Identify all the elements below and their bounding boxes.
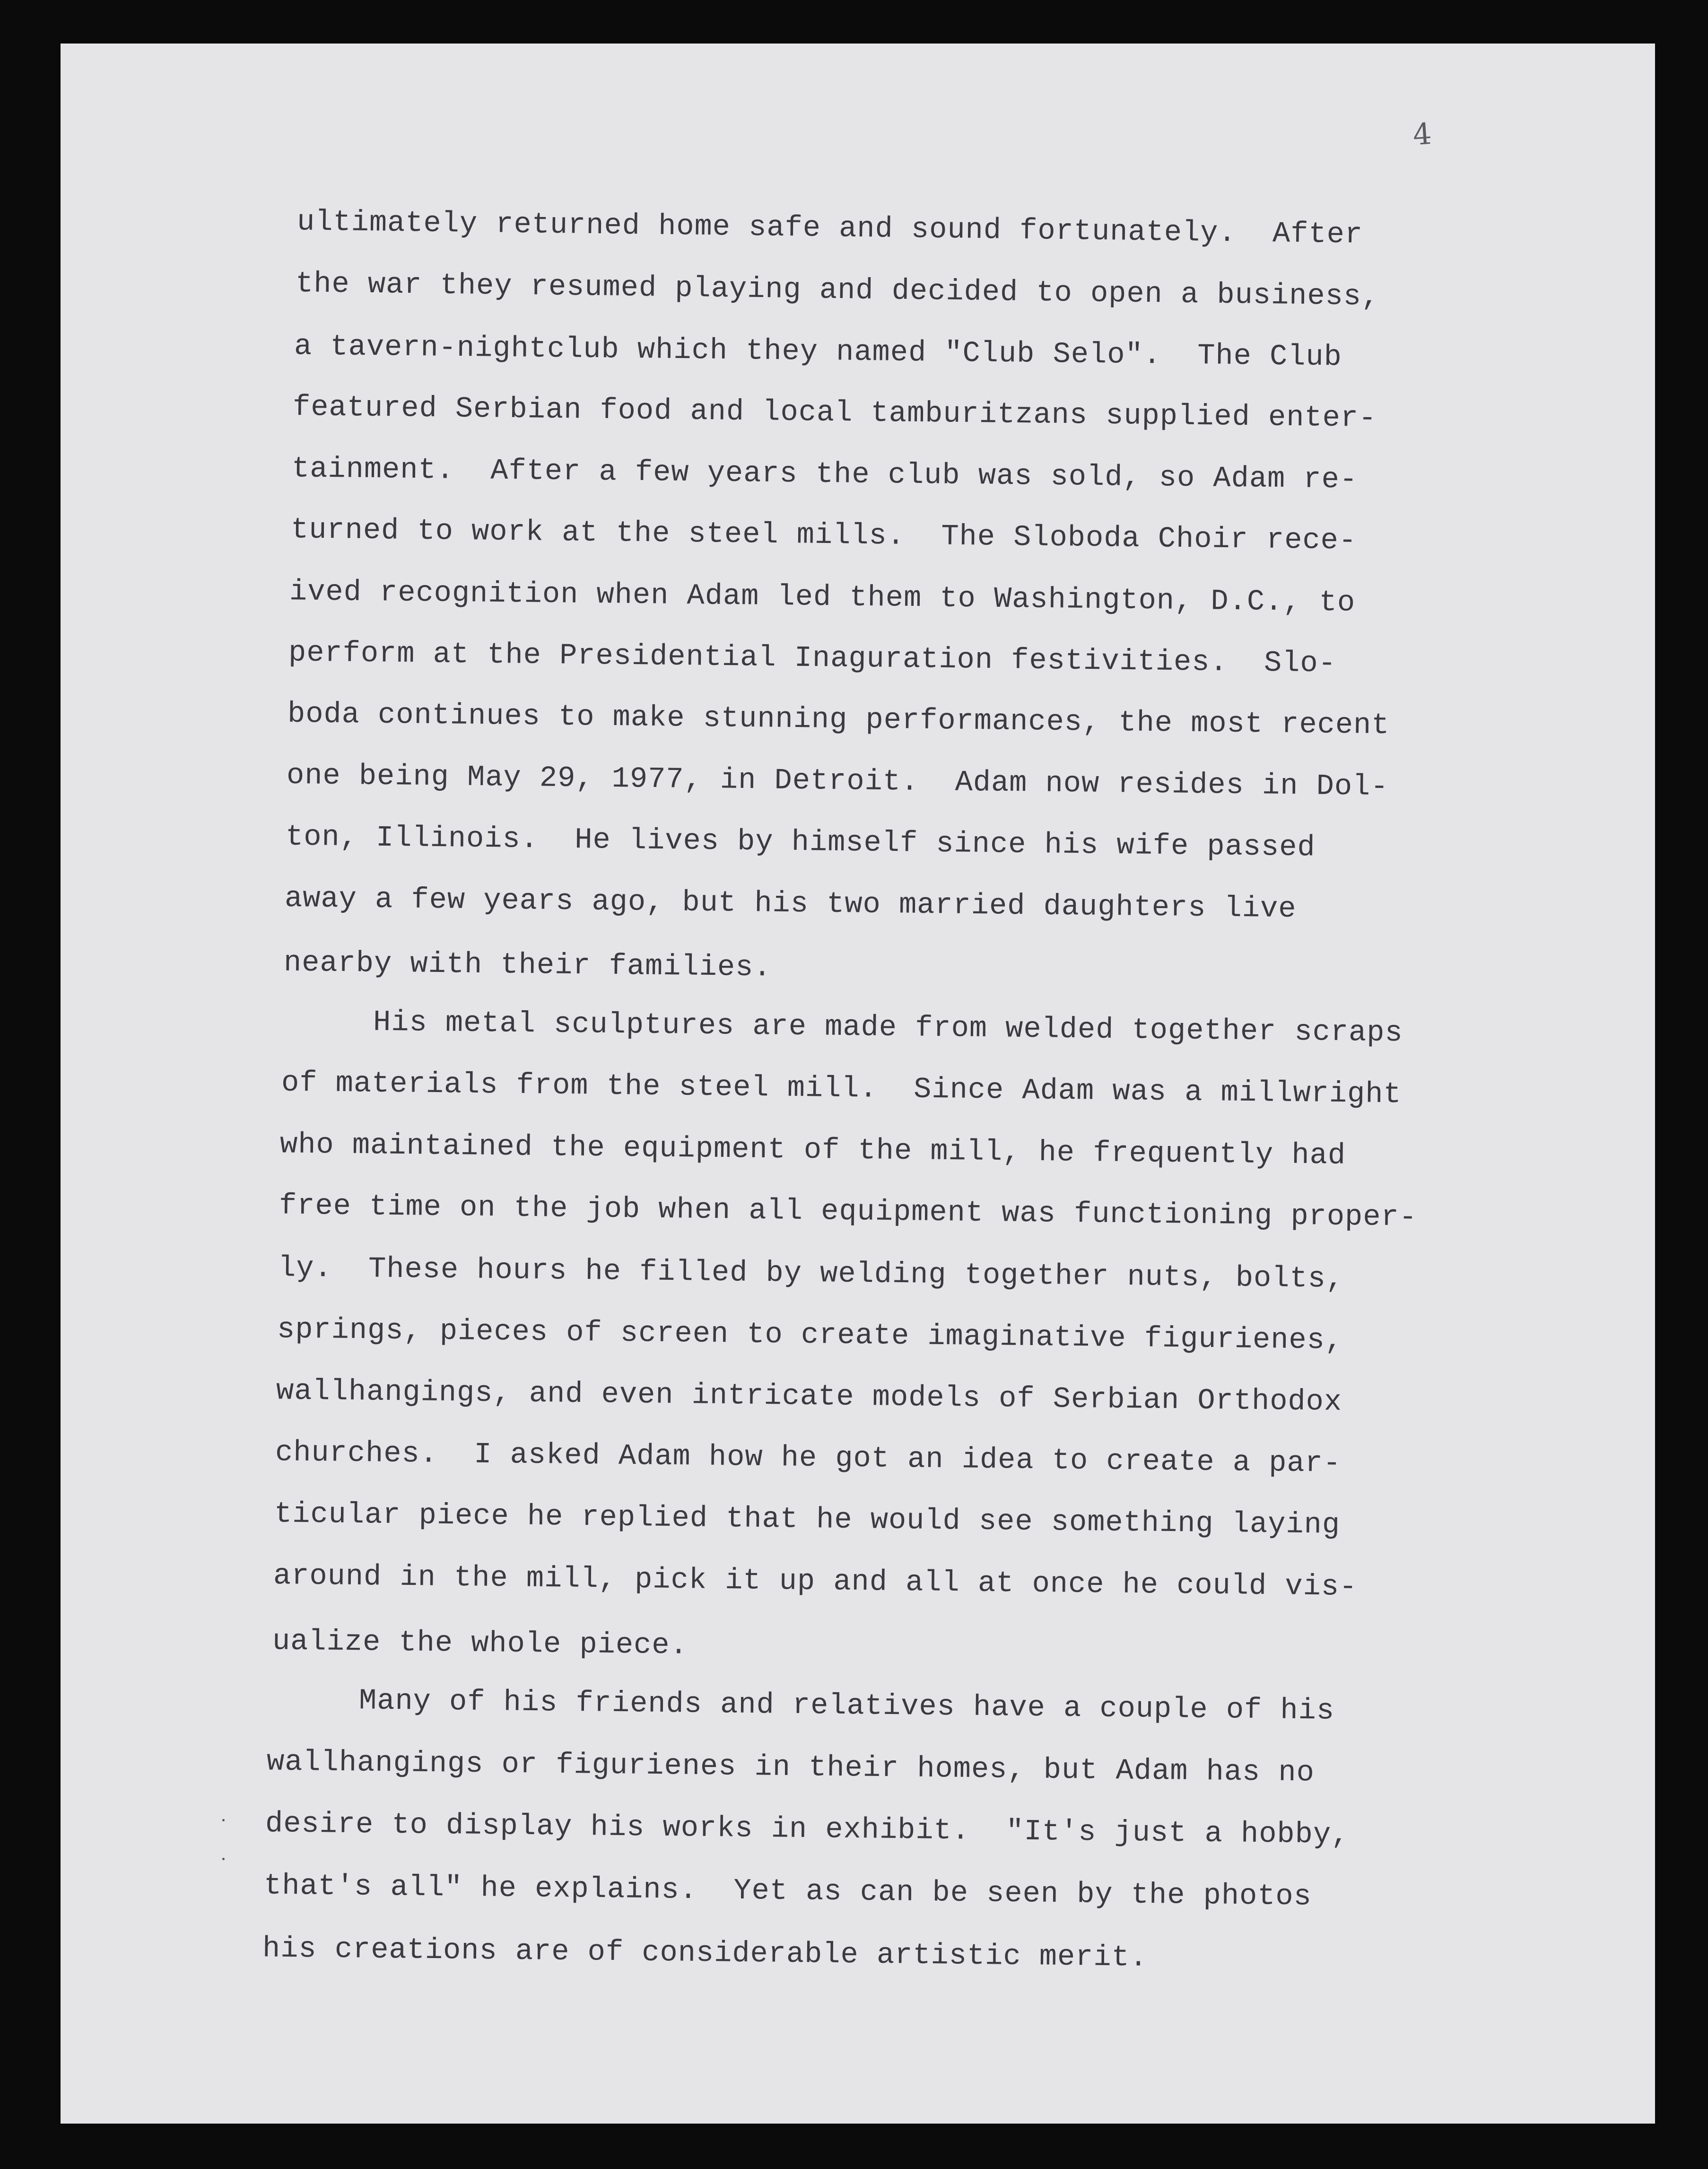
text-line: the war they resumed playing and decided to open a business, [295, 266, 1380, 314]
text-line: ton, Illinois. He lives by himself since his wife passed [285, 820, 1316, 865]
text-line: turned to work at the steel mills. The Sloboda Choir rece- [290, 513, 1357, 558]
text-line: who maintained the equipment of the mill, he frequently had [279, 1128, 1346, 1172]
text-line: featured Serbian food and local tamburitzans supplied enter- [292, 390, 1377, 436]
text-line: ly. These hours he filled by welding together nuts, bolts, [278, 1251, 1344, 1296]
text-line: ualize the whole piece. [272, 1624, 688, 1662]
text-line: ived recognition when Adam led them to Washington, D.C., to [289, 575, 1356, 620]
text-line: perform at the Presidential Inaguration festivities. Slo- [288, 636, 1337, 681]
text-line: Many of his friends and relatives have a couple of his [268, 1683, 1335, 1728]
document-page [61, 44, 1655, 2124]
stray-mark [222, 1819, 225, 1821]
text-line: around in the mill, pick it up and all at once he could vis- [273, 1558, 1358, 1604]
text-line: that's all" he explains. Yet as can be seen by the photos [263, 1869, 1312, 1914]
text-line: tainment. After a few years the club was sold, so Adam re- [291, 452, 1358, 497]
text-line: one being May 29, 1977, in Detroit. Adam now resides in Dol- [286, 758, 1389, 804]
stray-mark [222, 1858, 225, 1860]
text-line: desire to display his works in exhibit. "It's just a hobby, [265, 1806, 1350, 1852]
text-line: wallhangings, and even intricate models of Serbian Orthodox [276, 1374, 1342, 1419]
text-line: of materials from the steel mill. Since Adam was a millwright [281, 1066, 1402, 1111]
text-line: ticular piece he replied that he would see something laying [274, 1497, 1341, 1542]
text-line: nearby with their families. [283, 945, 772, 985]
page-number: 4 [1412, 116, 1433, 152]
text-line: his creations are of considerable artistic merit. [262, 1932, 1148, 1975]
text-line: springs, pieces of screen to create imaginative figurienes, [277, 1312, 1343, 1357]
text-line: away a few years ago, but his two married daughters live [284, 881, 1297, 926]
text-line: wallhangings or figurienes in their homes, but Adam has no [266, 1745, 1315, 1790]
text-line: churches. I asked Adam how he got an idea to create a par- [275, 1435, 1342, 1480]
text-line: boda continues to make stunning performances, the most recent [287, 697, 1390, 743]
text-line: ultimately returned home safe and sound fortunately. After [296, 205, 1363, 252]
text-line: free time on the job when all equipment was functioning proper- [279, 1189, 1418, 1234]
text-line: His metal sculptures are made from welded together scraps [282, 1004, 1403, 1050]
text-line: a tavern-nightclub which they named "Club Selo". The Club [294, 329, 1342, 374]
